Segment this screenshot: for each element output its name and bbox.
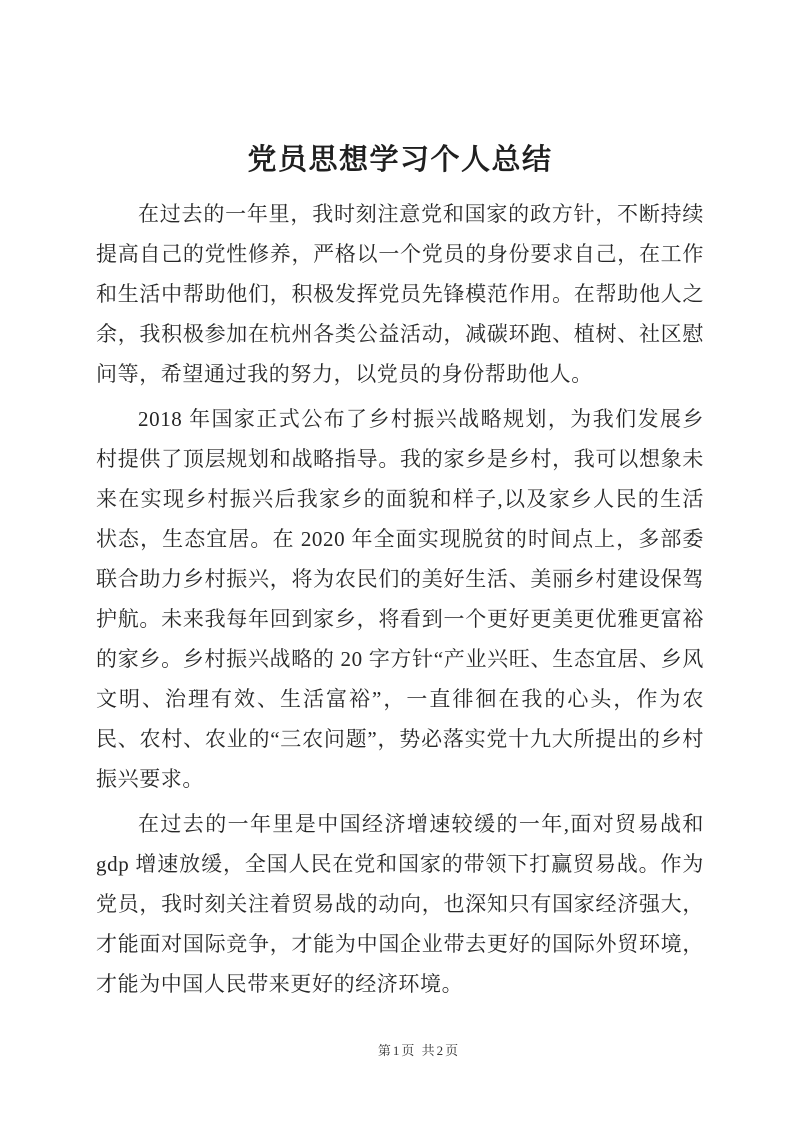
- page-title: 党员思想学习个人总结: [247, 144, 553, 176]
- page-number-label: 第1页 共2页: [377, 1043, 461, 1058]
- paragraph: 在过去的一年里，我时刻注意党和国家的政方针，不断持续提高自己的党性修养，严格以一个党员的身份要求自己，在工作和生活中帮助他们，积极发挥党员先锋模范作用。在帮助他人之余，我积极参加在杭州各类公益活动，减碳环跑、植树、社区慰问等，希望通过我的努力，以党员的身份帮助他人。: [96, 202, 704, 386]
- paragraph: 在过去的一年里是中国经济增速较缓的一年,面对贸易战和gdp 增速放缓，全国人民在党和国家的带领下打赢贸易战。作为党员，我时刻关注着贸易战的动向，也深知只有国家经济强大，才能面对国际竞争，才能为中国企业带去更好的国际外贸环境，才能为中国人民带来更好的经济环境。: [96, 812, 704, 996]
- document-body: [96, 194, 704, 1004]
- paragraph: 2018 年国家正式公布了乡村振兴战略规划，为我们发展乡村提供了顶层规划和战略指导。我的家乡是乡村，我可以想象未来在实现乡村振兴后我家乡的面貌和样子,以及家乡人民的生活状态，生态宜居。在 2020 年全面实现脱贫的时间点上，多部委联合助力乡村振兴，将为农民们的美好生活、美丽乡村建设保驾护航。未来我每年回到家乡，将看到一个更好更美更优雅更富裕的家乡。乡村振兴战略的 20 字方针“产业兴旺、生态宜居、乡风文明、治理有效、生活富裕”，一直徘徊在我的心头，作为农民、农村、农业的“三农问题”，势必落实党十九大所提出的乡村振兴要求。: [96, 407, 704, 791]
- page-footer: [19, 1040, 800, 1059]
